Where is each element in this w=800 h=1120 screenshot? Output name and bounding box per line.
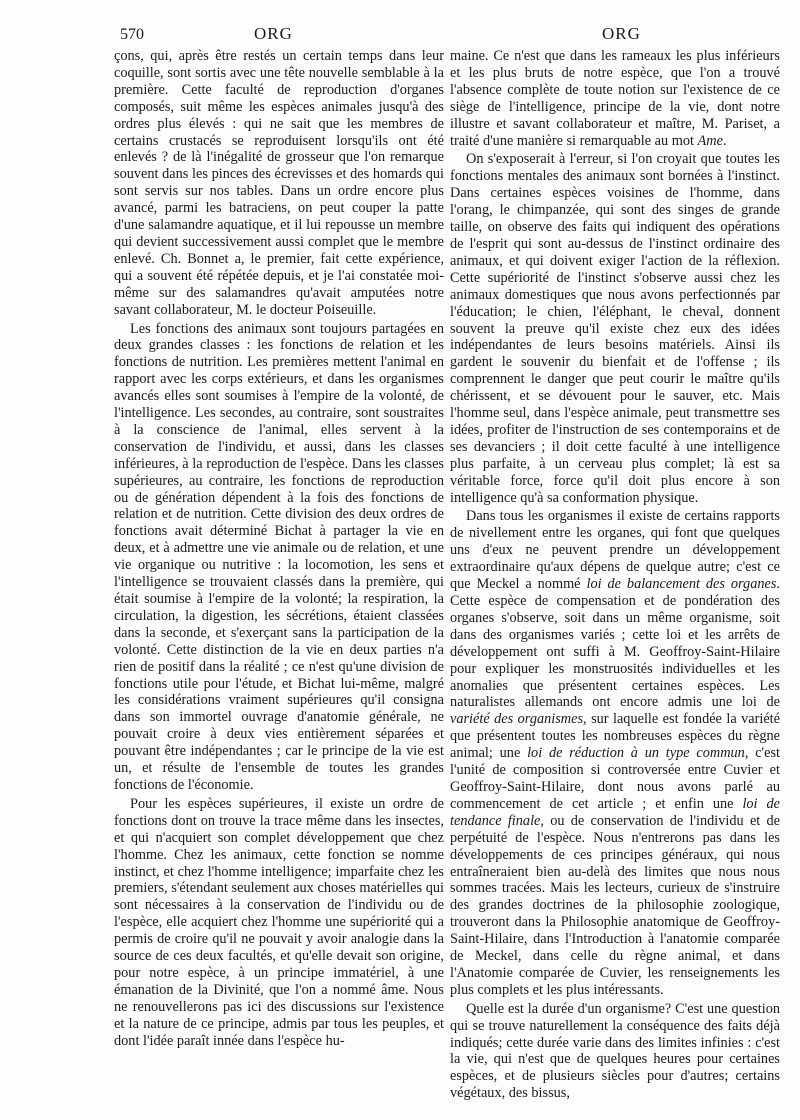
running-head-left: ORG (254, 24, 293, 43)
text-run: , ou de conservation de l'individu et de perpétuité de l'espèce. Nous n'entrerons pas dans les développements de ces principes généraux, qui nous entraîneraient bien au-delà des limites que nous nous sommes tracées. Mais les lecteurs, curieux de s'instruire des grandes doctrines de la philosophie zoologique, trouveront dans la Philosophie anatomique de Geoffroy-Saint-Hilaire, dans l'Introduction à l'anatomie comparée de Meckel, dans celle du règne animal, et dans l'Anatomie comparée de Cuvier, les renseignements les plus complets et les plus intéressants. (450, 812, 780, 998)
paragraph (450, 48, 780, 149)
paragraph: çons, qui, après être restés un certain temps dans leur coquille, sont sortis avec une tête nouvelle semblable à la première. Cette faculté de reproduction d'organes composés, suit même les espèces animales jusqu'à des ordres plus élevés : qui ne sait que les membres de certains crustacés se reproduisent lorsqu'ils ont été enlevés ? de là l'inégalité de grosseur que l'on remarque souvent dans les pinces des écrevisses et des homards qui sont servis sur nos tables. Dans un ordre encore plus avancé, parmi les batraciens, on peut couper la patte d'une salamandre aquatique, et il lui repousse un membre qui devient successivement aussi complet que le membre enlevé. Ch. Bonnet a, le premier, fait cette expérience, qui a souvent été répétée depuis, et je l'ai constatée moi-même sur des salamandres qu'avait amputées notre savant collaborateur, M. le docteur Poiseuille. (114, 48, 444, 318)
paragraph: Quelle est la durée d'un organisme? C'est une question qui se trouve naturellement la conséquence des faits déjà indiqués; cette durée varie dans des limites infinies : c'est la vie, qui n'est que de quelques heures pour certaines espèces, et de plusieurs siècles pour d'autres; certains végétaux, des bissus, (450, 1000, 780, 1102)
italic-term: variété des organismes (450, 711, 584, 728)
paragraph: Les fonctions des animaux sont toujours partagées en deux grandes classes : les fonctions de relation et les fonctions de nutrition. Les premières mettent l'animal en rapport avec les corps extérieurs, et dans les organismes avancés elles sont soumises à l'empire de la volonté, de l'intelligence. Les secondes, au contraire, sont soustraites à la conscience de l'animal, elles servent à la conservation de l'individu, et aussi, dans les classes inférieures, à la reproduction de l'espèce. Dans les classes supérieures, au contraire, les fonctions de reproduction ou de génération dépendent à la fois des fonctions de relation et de nutrition. Cette division des deux ordres de fonctions avait déterminé Bichat à partager la vie en deux, et à admettre une vie animale ou de relation, et une vie organique ou nutritive : la locomotion, les sens et l'intelligence se trouvaient classés dans la première, qui était soumise à l'empire de la volonté; la respiration, la circulation, la digestion, les sécrétions, étaient classées dans la seconde, et s'exerçant sans la participation de la volonté. Cette distinction de la vie en deux parties n'a rien de positif dans la réalité ; ce n'est qu'une division de fonctions utile pour l'étude, et Bichat lui-même, malgré les considérations vraiment supérieures qu'il consigna dans son immortel ouvrage d'anatomie générale, ne pouvait croire à deux vies entièrement séparées et pouvant être indépendantes ; car le principe de la vie est un, et résulte de l'ensemble de toutes les grandes fonctions de l'économie. (114, 320, 444, 793)
text-run: Dans tous les organismes il existe de certains rapports de nivellement entre les organes, qui font que quelques uns d'eux ne peuvent prendre un développement extraordinaire qu'aux dépens de quelque autre; c'est ce que Meckel a nommé (450, 508, 780, 593)
paragraph (450, 508, 780, 998)
running-head-right: ORG (602, 24, 641, 43)
text-run: maine. Ce n'est que dans les rameaux les plus inférieurs et les plus bruts de notre espèce, que l'on a trouvé l'absence complète de toute notion sur l'existence de ce siège de l'intelligence, principe de la vie, dont notre illustre et savant collaborateur et maître, M. Pariset, a traité d'une manière si remarquable au mot (450, 48, 780, 149)
text-run: , c'est l'unité de composition si controversée entre Cuvier et Geoffroy-Saint-Hilaire, dont nous avons parlé au commencement de cet article ; et enfin une (450, 745, 781, 812)
text-run: , sur laquelle est fondée la variété que présentent toutes les nombreuses espèces du règne animal; une (450, 711, 781, 762)
right-column (450, 48, 780, 1102)
text-run: . Cette espèce de compensation et de pondération des organes s'observe, soit dans un même organisme, soit dans des organismes variés ; cette loi et les arrêts de développement ont suffi à M. Geoffroy-Saint-Hilaire pour expliquer les monstruosités individuelles et les anomalies que présentent certaines espèces. Les naturalistes allemands ont encore admis une loi de (450, 576, 780, 711)
paragraph: Pour les espèces supérieures, il existe un ordre de fonctions dont on trouve la trace même dans les insectes, et qui n'acquiert son complet développement que chez l'homme. Chez les animaux, cette fonction se nomme instinct, et chez l'homme intelligence; imparfaite chez les premiers, s'étendant seulement aux choses matérielles qui sont nécessaires à la conservation de l'individu ou de l'espèce, elle acquiert chez l'homme une supériorité qui a permis de croire qu'il ne pouvait y avoir analogie dans la source de ces deux facultés, et qu'elle devait son origine, pour notre espèce, à un principe immatériel, à une émanation de la Divinité, que l'on a nommé âme. Nous ne renouvellerons pas ici des discussions sur l'existence et la nature de ce principe, admis par tous les peuples, et dont l'idée paraît innée dans l'espèce hu- (114, 795, 444, 1049)
text-run: . (722, 132, 727, 149)
page-header (0, 22, 800, 48)
left-column (114, 48, 444, 1049)
italic-term: loi de balancement des organes (586, 576, 777, 593)
italic-term: Ame (697, 132, 723, 149)
italic-term: loi de réduction à un type commun (527, 745, 745, 762)
paragraph: On s'exposerait à l'erreur, si l'on croyait que toutes les fonctions mentales des animaux sont bornées à l'instinct. Dans certaines espèces voisines de l'homme, dans l'orang, le chimpanzée, qui sont des singes de grande taille, on observe des faits qui indiquent des opérations de l'esprit qui sont au-dessus de l'instinct ordinaire des animaux, et qui doivent exiger l'action de la réflexion. Cette supériorité de l'instinct s'observe aussi chez les animaux domestiques que nous avons perfectionnés par l'éducation; le chien, l'éléphant, le cheval, donnent souvent la preuve qu'il existe chez eux des idées indépendantes de leurs besoins matériels. Ainsi ils gardent le souvenir du bienfait et de l'offense ; ils comprennent le danger que peut courir le maître qu'ils chérissent, et se dévouent pour le sauver, etc. Mais l'homme seul, dans l'espèce animale, peut transmettre ses idées, profiter de l'instruction de ses contemporains et de ses devanciers ; il doit cette faculté à une intelligence plus parfaite, à un cerveau plus complet; là est sa véritable force, force qu'il doit plus encore à son intelligence qu'à sa conformation physique. (450, 151, 780, 506)
page-number: 570 (120, 26, 144, 43)
italic-term: loi de tendance finale (450, 795, 780, 829)
